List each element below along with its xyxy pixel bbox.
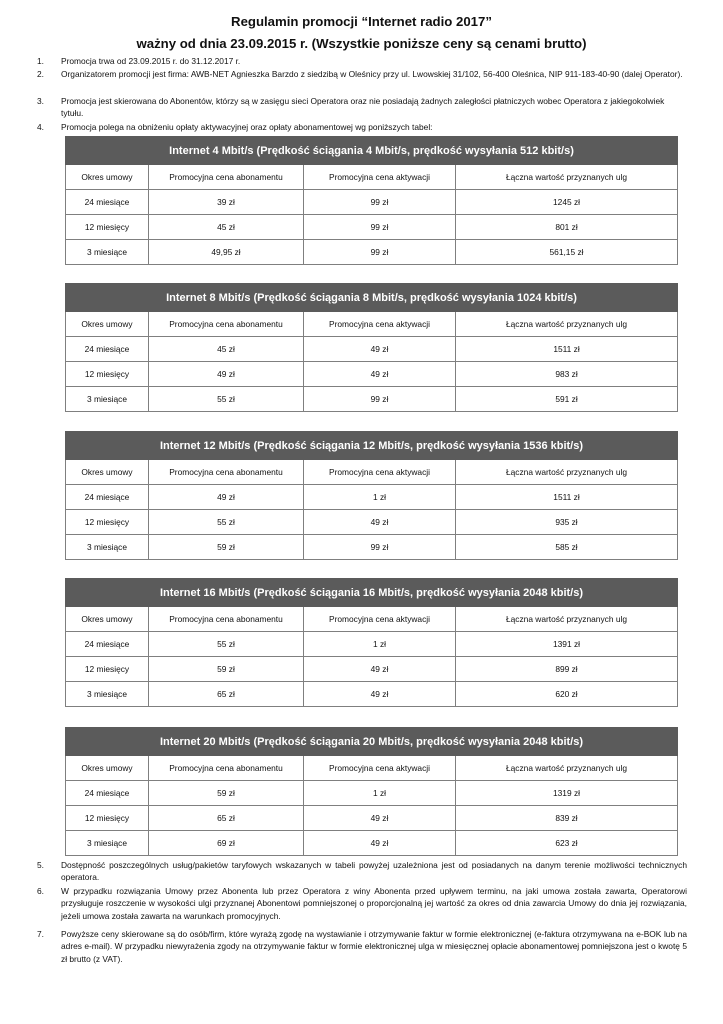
list-item-number: 4. — [37, 122, 44, 132]
table-cell: 45 zł — [149, 215, 304, 240]
table-row — [66, 510, 678, 535]
column-header: Łączna wartość przyznanych ulg — [456, 756, 678, 781]
table-cell: 1391 zł — [456, 632, 678, 657]
table-cell: 49 zł — [304, 510, 456, 535]
table-header-row — [66, 756, 678, 781]
table-cell: 24 miesiące — [66, 781, 149, 806]
table-cell: 49 zł — [149, 485, 304, 510]
price-table-12mbit — [65, 431, 678, 560]
column-header: Promocyjna cena aktywacji — [304, 165, 456, 190]
column-header: Promocyjna cena aktywacji — [304, 312, 456, 337]
column-header: Łączna wartość przyznanych ulg — [456, 312, 678, 337]
table-cell: 45 zł — [149, 337, 304, 362]
column-header: Okres umowy — [66, 460, 149, 485]
table-title: Internet 12 Mbit/s (Prędkość ściągania 12 Mbit/s, prędkość wysyłania 1536 kbit/s) — [66, 432, 678, 460]
table-row — [66, 387, 678, 412]
table-cell: 561,15 zł — [456, 240, 678, 265]
table-row — [66, 806, 678, 831]
table-cell: 49,95 zł — [149, 240, 304, 265]
table-cell: 49 zł — [304, 831, 456, 856]
table-title: Internet 8 Mbit/s (Prędkość ściągania 8 Mbit/s, prędkość wysyłania 1024 kbit/s) — [66, 284, 678, 312]
table-cell: 1245 zł — [456, 190, 678, 215]
table-cell: 839 zł — [456, 806, 678, 831]
table-cell: 55 zł — [149, 387, 304, 412]
table-header-row — [66, 607, 678, 632]
list-item-number: 6. — [37, 886, 44, 896]
table-cell: 1511 zł — [456, 485, 678, 510]
table-row — [66, 781, 678, 806]
column-header: Promocyjna cena aktywacji — [304, 460, 456, 485]
table-cell: 1 zł — [304, 485, 456, 510]
table-row — [66, 535, 678, 560]
table-header-row — [66, 165, 678, 190]
table-title: Internet 4 Mbit/s (Prędkość ściągania 4 Mbit/s, prędkość wysyłania 512 kbit/s) — [66, 137, 678, 165]
table-cell: 49 zł — [304, 806, 456, 831]
table-cell: 49 zł — [304, 337, 456, 362]
list-item-text: Promocja trwa od 23.09.2015 r. do 31.12.2017 r. — [61, 56, 241, 66]
table-row — [66, 657, 678, 682]
table-cell: 1511 zł — [456, 337, 678, 362]
table-cell: 49 zł — [304, 682, 456, 707]
table-cell: 99 zł — [304, 240, 456, 265]
table-cell: 59 zł — [149, 781, 304, 806]
table-cell: 801 zł — [456, 215, 678, 240]
column-header: Promocyjna cena aktywacji — [304, 756, 456, 781]
list-item-number: 7. — [37, 929, 44, 939]
table-cell: 59 zł — [149, 535, 304, 560]
list-item-number: 3. — [37, 96, 44, 106]
table-cell: 12 miesięcy — [66, 215, 149, 240]
list-item-text: W przypadku rozwiązania Umowy przez Abonenta lub przez Operatora z winy Abonenta przed upływem terminu, na jaki umowa została zawarta, Operatorowi przysługuje roszczenie w wysokości ulgi przyznanej Abonentowi pomniejszonej o proporcjonalną jej wartość za okres od dnia zawarcia Umowy do dnia jej rozwiązania, jeżeli umowa została zawarta na warunkach promocyjnych. — [61, 886, 687, 921]
table-cell: 24 miesiące — [66, 632, 149, 657]
column-header: Okres umowy — [66, 165, 149, 190]
table-cell: 983 zł — [456, 362, 678, 387]
table-cell: 1 zł — [304, 781, 456, 806]
table-cell: 3 miesiące — [66, 387, 149, 412]
table-cell: 24 miesiące — [66, 190, 149, 215]
list-item-text: Promocja jest skierowana do Abonentów, którzy są w zasięgu sieci Operatora oraz nie posiadają żadnych zaległości płatniczych wobec Operatora z jakiegokolwiek tytułu. — [61, 96, 665, 119]
document-title: Regulamin promocji “Internet radio 2017” — [231, 14, 492, 29]
price-table-20mbit — [65, 727, 678, 856]
table-cell: 99 zł — [304, 215, 456, 240]
table-cell: 12 miesięcy — [66, 806, 149, 831]
table-cell: 591 zł — [456, 387, 678, 412]
list-item-number: 5. — [37, 860, 44, 870]
table-cell: 69 zł — [149, 831, 304, 856]
table-cell: 3 miesiące — [66, 240, 149, 265]
table-cell: 24 miesiące — [66, 337, 149, 362]
column-header: Promocyjna cena abonamentu — [149, 607, 304, 632]
table-cell: 623 zł — [456, 831, 678, 856]
column-header: Promocyjna cena abonamentu — [149, 460, 304, 485]
table-row — [66, 215, 678, 240]
table-cell: 24 miesiące — [66, 485, 149, 510]
table-cell: 3 miesiące — [66, 831, 149, 856]
list-item-text: Promocja polega na obniżeniu opłaty aktywacyjnej oraz opłaty abonamentowej wg poniższych tabel: — [61, 122, 433, 132]
column-header: Okres umowy — [66, 312, 149, 337]
table-cell: 620 zł — [456, 682, 678, 707]
table-header-row — [66, 312, 678, 337]
list-item-number: 2. — [37, 69, 44, 79]
price-table-8mbit — [65, 283, 678, 412]
price-table-4mbit — [65, 136, 678, 265]
column-header: Okres umowy — [66, 607, 149, 632]
price-table-16mbit — [65, 578, 678, 707]
list-item-text: Dostępność poszczególnych usług/pakietów taryfowych wskazanych w tabeli powyżej uzależniona jest od posiadanych na danym terenie możliwości technicznych operatora. — [61, 860, 687, 883]
table-row — [66, 240, 678, 265]
table-cell: 1319 zł — [456, 781, 678, 806]
table-cell: 65 zł — [149, 682, 304, 707]
column-header: Promocyjna cena aktywacji — [304, 607, 456, 632]
table-title: Internet 16 Mbit/s (Prędkość ściągania 16 Mbit/s, prędkość wysyłania 2048 kbit/s) — [66, 579, 678, 607]
table-cell: 935 zł — [456, 510, 678, 535]
list-item-number: 1. — [37, 56, 44, 66]
table-cell: 12 miesięcy — [66, 510, 149, 535]
table-header-row — [66, 460, 678, 485]
table-row — [66, 682, 678, 707]
column-header: Promocyjna cena abonamentu — [149, 312, 304, 337]
table-cell: 49 zł — [149, 362, 304, 387]
table-cell: 12 miesięcy — [66, 657, 149, 682]
column-header: Łączna wartość przyznanych ulg — [456, 460, 678, 485]
table-cell: 899 zł — [456, 657, 678, 682]
table-cell: 49 zł — [304, 657, 456, 682]
list-item-text: Powyższe ceny skierowane są do osób/firm, które wyrażą zgodę na wystawianie i otrzymywanie faktur w formie elektronicznej (e-faktura otrzymywana na e-BOK lub na adres e-mail). W przypadku niewyrażenia zgody na otrzymywanie faktur w formie elektronicznej ulga w miesięcznej opłacie abonamentowej pomniejszona jest o kwotę 5 zł brutto (z VAT). — [61, 929, 687, 964]
column-header: Promocyjna cena abonamentu — [149, 756, 304, 781]
table-cell: 3 miesiące — [66, 682, 149, 707]
column-header: Łączna wartość przyznanych ulg — [456, 165, 678, 190]
document-subtitle: ważny od dnia 23.09.2015 r. (Wszystkie poniższe ceny są cenami brutto) — [136, 36, 587, 51]
table-row — [66, 632, 678, 657]
table-cell: 55 zł — [149, 632, 304, 657]
list-item-text: Organizatorem promocji jest firma: AWB-NET Agnieszka Barzdo z siedzibą w Oleśnicy przy ul. Lwowskiej 31/102, 56-400 Oleśnica, NIP 911-183-40-90 (dalej Operator). — [61, 69, 683, 79]
table-row — [66, 831, 678, 856]
table-cell: 99 zł — [304, 387, 456, 412]
table-cell: 59 zł — [149, 657, 304, 682]
table-cell: 65 zł — [149, 806, 304, 831]
table-cell: 49 zł — [304, 362, 456, 387]
table-row — [66, 337, 678, 362]
table-title: Internet 20 Mbit/s (Prędkość ściągania 20 Mbit/s, prędkość wysyłania 2048 kbit/s) — [66, 728, 678, 756]
table-cell: 99 zł — [304, 535, 456, 560]
table-cell: 585 zł — [456, 535, 678, 560]
table-cell: 3 miesiące — [66, 535, 149, 560]
column-header: Promocyjna cena abonamentu — [149, 165, 304, 190]
table-cell: 12 miesięcy — [66, 362, 149, 387]
table-cell: 1 zł — [304, 632, 456, 657]
table-cell: 99 zł — [304, 190, 456, 215]
column-header: Okres umowy — [66, 756, 149, 781]
table-row — [66, 190, 678, 215]
table-cell: 55 zł — [149, 510, 304, 535]
column-header: Łączna wartość przyznanych ulg — [456, 607, 678, 632]
table-row — [66, 362, 678, 387]
table-cell: 39 zł — [149, 190, 304, 215]
table-row — [66, 485, 678, 510]
